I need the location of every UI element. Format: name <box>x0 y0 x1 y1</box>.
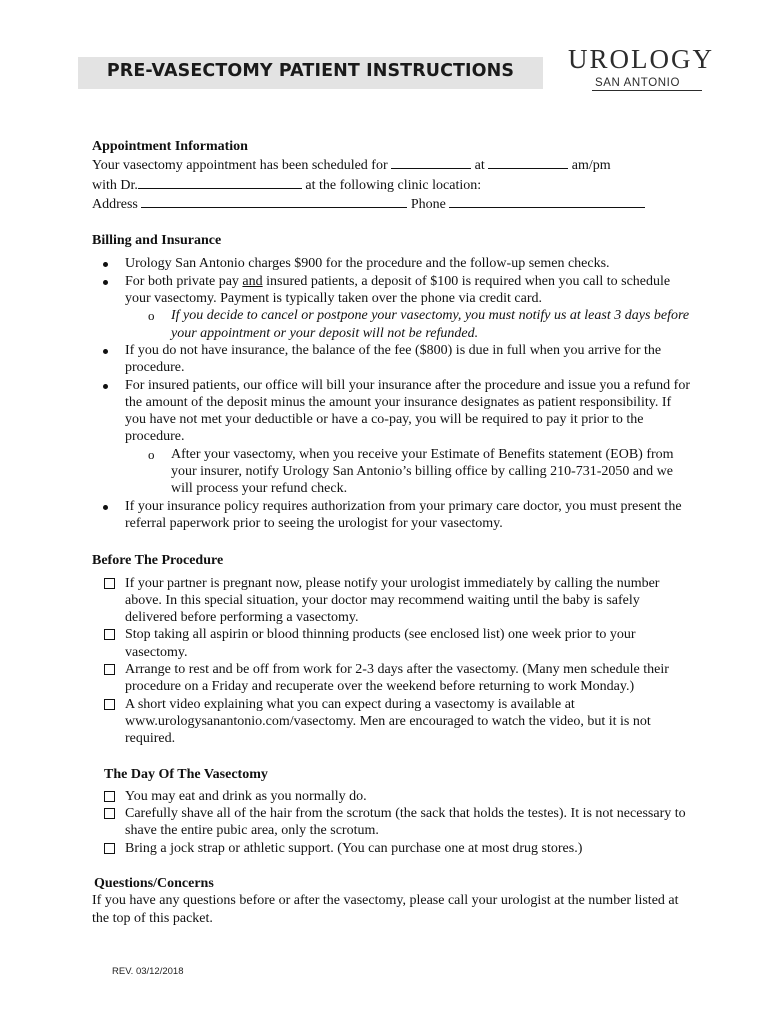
list-item: Urology San Antonio charges $900 for the procedure and the follow-up semen checks. <box>92 255 692 272</box>
questions-section <box>92 875 692 927</box>
bullet-icon <box>103 384 108 389</box>
page-title: PRE-VASECTOMY PATIENT INSTRUCTIONS <box>106 61 515 81</box>
billing-section <box>92 232 692 532</box>
list-item: If your insurance policy requires authorization from your primary care doctor, you must present the referral paperwork prior to seeing the urologist for your vasectomy. <box>92 498 692 533</box>
logo-wordmark: UROLOGY <box>568 44 714 74</box>
list-item: For both private pay and insured patients, a deposit of $100 is required when you call to schedule your vasectomy. Payment is typically taken over the phone via credit card. o If you decide to cancel or postpone your vasectomy, you must notify us at least 3 days before your appointment or your deposit will not be refunded. <box>92 273 692 342</box>
dayof-checklist <box>92 788 692 857</box>
revision-date: REV. 03/12/2018 <box>112 966 184 977</box>
phone-blank[interactable] <box>449 194 645 208</box>
appointment-heading: Appointment Information <box>92 139 248 154</box>
sub-list-item: o If you decide to cancel or postpone your vasectomy, you must notify us at least 3 days before your appointment or your deposit will not be refunded. <box>148 308 690 341</box>
checklist-item: Arrange to rest and be off from work for 2-3 days after the vasectomy. (Many men schedule their procedure on a Friday and recuperate over the weekend before returning to work Monday.) <box>92 661 692 696</box>
checkbox[interactable] <box>104 791 115 802</box>
questions-text: If you have any questions before or after the vasectomy, please call your urologist at the number listed at the top of this packet. <box>92 893 679 926</box>
appt-text: Address <box>92 196 138 212</box>
billing-heading: Billing and Insurance <box>92 233 222 249</box>
circle-bullet-icon: o <box>148 446 155 462</box>
appt-text: with Dr. <box>92 177 138 193</box>
checklist-item: If your partner is pregnant now, please notify your urologist immediately by calling the number above. In this special situation, your doctor may recommend waiting until the baby is safely delivered before performing a vasectomy. <box>92 575 692 627</box>
before-heading: Before The Procedure <box>92 553 224 569</box>
sub-list <box>125 446 692 498</box>
sub-list <box>125 307 692 342</box>
appointment-line-1 <box>92 155 692 174</box>
before-checklist <box>92 575 692 748</box>
checklist-item: Carefully shave all of the hair from the scrotum (the sack that holds the testes). It is not necessary to shave the entire pubic area, only the scrotum. <box>92 805 692 840</box>
questions-heading: Questions/Concerns <box>94 875 214 891</box>
appt-text: Your vasectomy appointment has been scheduled for <box>92 158 388 174</box>
checkbox[interactable] <box>104 808 115 819</box>
appt-text: at the following clinic location: <box>305 177 482 193</box>
circle-bullet-icon: o <box>148 308 155 324</box>
checklist-item: A short video explaining what you can expect during a vasectomy is available at www.urologysanantonio.com/vasectomy. Men are encouraged to watch the video, but it is not required. <box>92 696 692 748</box>
address-blank[interactable] <box>141 194 407 208</box>
list-item: For insured patients, our office will bill your insurance after the procedure and issue you a refund for the amount of the deposit minus the amount your insurance designates as patient responsibility. If you have not met your deductible or have a co-pay, you will be required to pay it prior to the procedure. o After your vasectomy, when you receive your Estimate of Benefits statement (EOB) from your insurer, notify Urology San Antonio’s billing office by calling 210-731-2050 and we will process your refund check. <box>92 377 692 498</box>
title-band <box>78 57 543 89</box>
checkbox[interactable] <box>104 699 115 710</box>
list-item: If you do not have insurance, the balance of the fee ($800) is due in full when you arrive for the procedure. <box>92 342 692 377</box>
checklist-item: Stop taking all aspirin or blood thinning products (see enclosed list) one week prior to your vasectomy. <box>92 626 692 661</box>
checklist-item: Bring a jock strap or athletic support. (You can purchase one at most drug stores.) <box>92 840 692 857</box>
time-blank[interactable] <box>488 155 568 169</box>
logo-underline <box>592 90 702 91</box>
checkbox[interactable] <box>104 843 115 854</box>
appointment-line-2 <box>92 175 692 194</box>
document-body <box>92 138 692 927</box>
checklist-item: You may eat and drink as you normally do. <box>92 788 692 805</box>
before-section <box>92 552 692 747</box>
dayof-section <box>92 766 692 857</box>
appt-text: am/pm <box>571 158 611 174</box>
appt-text: at <box>474 158 485 174</box>
logo-subtitle: SAN ANTONIO <box>595 77 680 89</box>
bullet-icon <box>103 349 108 354</box>
sub-list-item: o After your vasectomy, when you receive your Estimate of Benefits statement (EOB) from your insurer, notify Urology San Antonio’s billing office by calling 210-731-2050 and we will process your refund check. <box>148 446 674 497</box>
urology-logo <box>568 44 718 94</box>
appointment-line-3 <box>92 194 692 213</box>
bullet-icon <box>103 280 108 285</box>
checkbox[interactable] <box>104 664 115 675</box>
checkbox[interactable] <box>104 629 115 640</box>
bullet-icon <box>103 262 108 267</box>
appointment-section <box>92 138 692 213</box>
billing-list <box>92 255 692 532</box>
checkbox[interactable] <box>104 578 115 589</box>
dayof-heading: The Day Of The Vasectomy <box>104 766 268 782</box>
appt-text: Phone <box>410 196 446 212</box>
bullet-icon <box>103 505 108 510</box>
doctor-blank[interactable] <box>138 175 302 189</box>
date-blank[interactable] <box>391 155 471 169</box>
